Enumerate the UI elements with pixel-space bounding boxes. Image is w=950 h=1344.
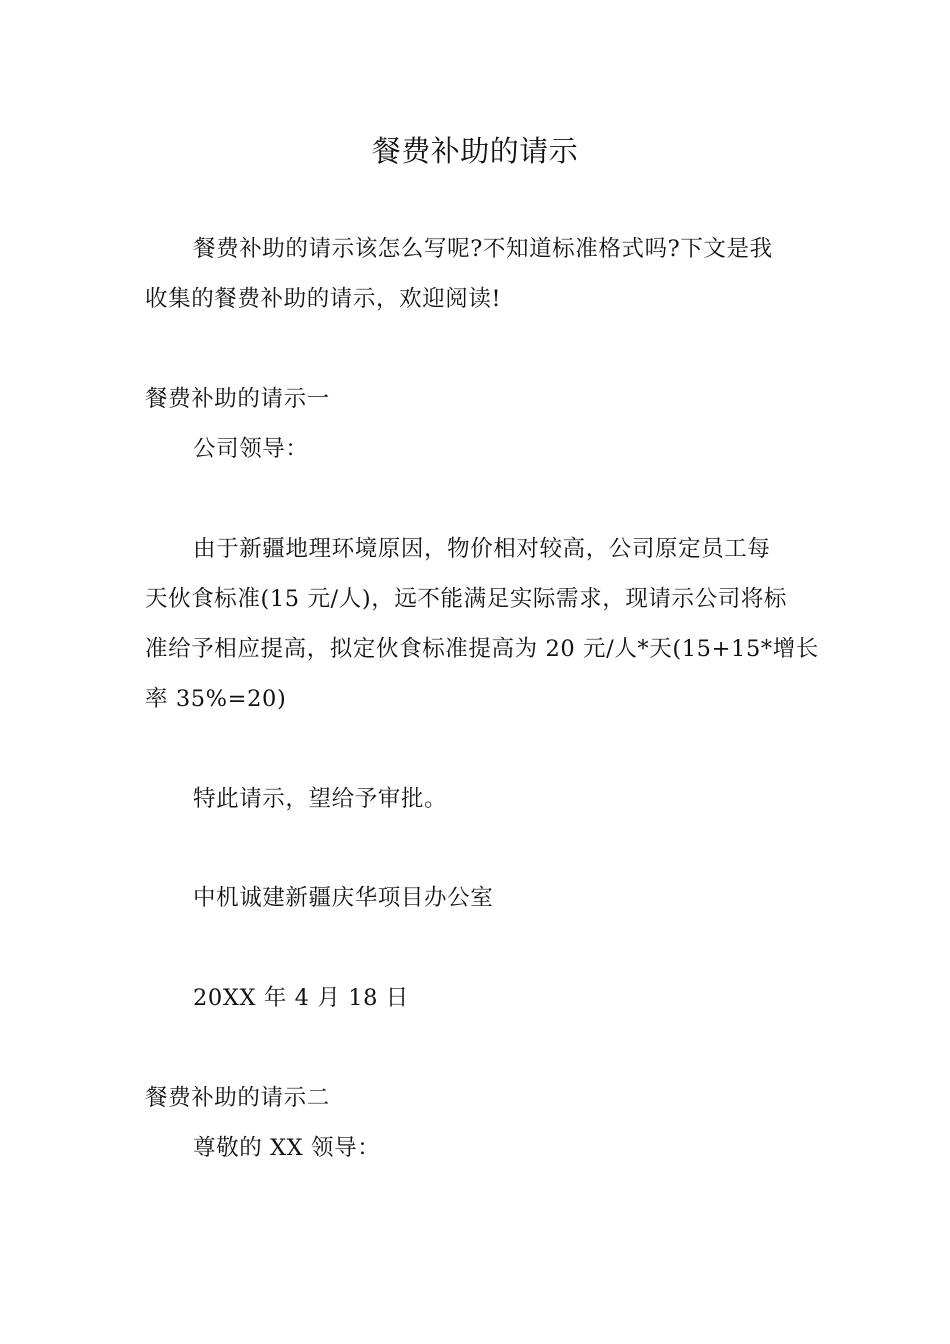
- intro-line-2: 收集的餐费补助的请示，欢迎阅读!: [145, 286, 502, 312]
- section2-heading: 餐费补助的请示二: [145, 1085, 330, 1111]
- intro-line-1: 餐费补助的请示该怎么写呢?不知道标准格式吗?下文是我: [193, 236, 773, 262]
- section1-salutation: 公司领导：: [193, 436, 309, 462]
- section1-body-line-4: 率 35%=20): [145, 686, 287, 712]
- section1-signature: 中机诚建新疆庆华项目办公室: [193, 885, 494, 911]
- section1-date: 20XX 年 4 月 18 日: [193, 985, 409, 1011]
- section1-heading: 餐费补助的请示一: [145, 386, 330, 412]
- section1-body-line-2: 天伙食标准(15 元/人)，远不能满足实际需求，现请示公司将标: [145, 586, 788, 612]
- section1-body-line-3: 准给予相应提高，拟定伙食标准提高为 20 元/人*天(15+15*增长: [145, 636, 819, 662]
- section2-salutation: 尊敬的 XX 领导：: [193, 1135, 381, 1161]
- document-title: 餐费补助的请示: [371, 134, 579, 168]
- section1-closing: 特此请示，望给予审批。: [193, 786, 448, 812]
- section1-body-line-1: 由于新疆地理环境原因，物价相对较高，公司原定员工每: [193, 536, 771, 562]
